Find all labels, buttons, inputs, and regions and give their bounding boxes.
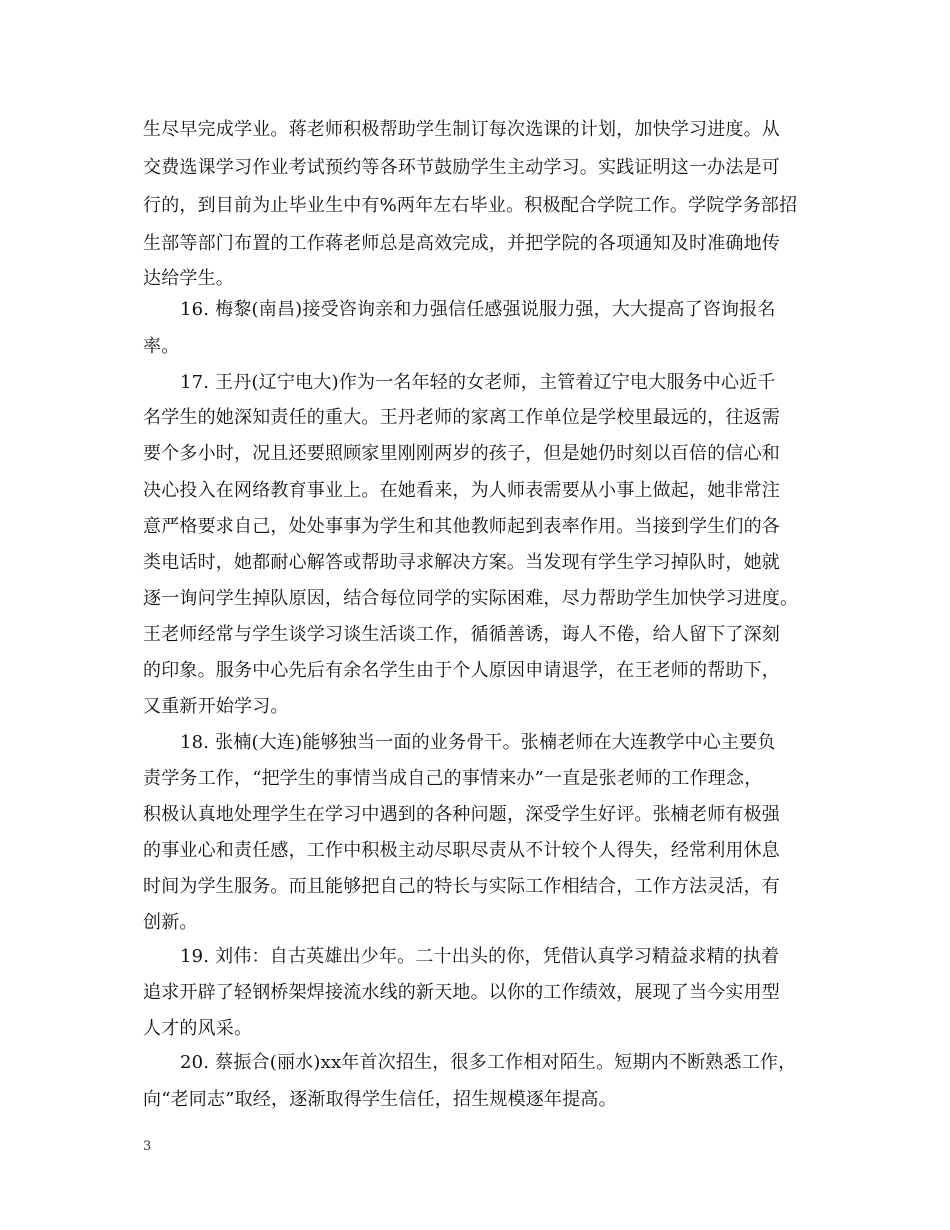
paragraph-line: 行的，到目前为止毕业生中有%两年左右毕业。积极配合学院工作。学院学务部招 [143,195,798,216]
paragraph-line: 创新。 [143,912,198,933]
paragraph-line: 19. 刘伟：自古英雄出少年。二十出头的你，凭借认真学习精益求精的执着 [180,946,780,967]
paragraph-line: 达给学生。 [143,268,234,289]
paragraph-line: 向“老同志”取经，逐渐取得学生信任，招生规模逐年提高。 [143,1089,617,1110]
paragraph-line: 的印象。服务中心先后有余名学生由于个人原因申请退学，在王老师的帮助下， [143,660,780,681]
paragraph-line: 类电话时，她都耐心解答或帮助寻求解决方案。当发现有学生学习掉队时，她就 [143,552,780,573]
paragraph-line: 要个多小时，况且还要照顾家里刚刚两岁的孩子，但是她仍时刻以百倍的信心和 [143,443,780,464]
paragraph-line: 逐一询问学生掉队原因，结合每位同学的实际困难，尽力帮助学生加快学习进度。 [143,588,799,609]
paragraph-line: 又重新开始学习。 [143,696,289,717]
paragraph-line: 18. 张楠(大连)能够独当一面的业务骨干。张楠老师在大连教学中心主要负 [180,732,776,753]
paragraph-line: 积极认真地处理学生在学习中遇到的各种问题，深受学生好评。张楠老师有极强 [143,804,780,825]
paragraph-line: 意严格要求自己，处处事事为学生和其他教师起到表率作用。当接到学生们的各 [143,516,780,537]
paragraph-line: 决心投入在网络教育事业上。在她看来，为人师表需要从小事上做起，她非常注 [143,480,780,501]
paragraph-line: 17. 王丹(辽宁电大)作为一名年轻的女老师，主管着辽宁电大服务中心近千 [180,372,776,393]
paragraph-line: 责学务工作，“把学生的事情当成自己的事情来办”一直是张老师的工作理念， [143,768,763,789]
paragraph-line: 16. 梅黎(南昌)接受咨询亲和力强信任感强说服力强，大大提高了咨询报名 [180,299,776,320]
page-number: 3 [143,1139,152,1154]
paragraph-line: 率。 [143,336,180,357]
paragraph-line: 的事业心和责任感，工作中积极主动尽职尽责从不计较个人得失，经常利用休息 [143,840,780,861]
paragraph-line: 20. 蔡振合(丽水)xx年首次招生，很多工作相对陌生。短期内不断熟悉工作， [180,1052,797,1073]
paragraph-line: 王老师经常与学生谈学习谈生活谈工作，循循善诱，诲人不倦，给人留下了深刻 [143,624,780,645]
paragraph-line: 生部等部门布置的工作蒋老师总是高效完成，并把学院的各项通知及时准确地传 [143,233,780,254]
paragraph-line: 人才的风采。 [143,1018,253,1039]
paragraph-line: 名学生的她深知责任的重大。王丹老师的家离工作单位是学校里最远的，往返需 [143,407,780,428]
paragraph-line: 交费选课学习作业考试预约等各环节鼓励学生主动学习。实践证明这一办法是可 [143,157,780,178]
paragraph-line: 生尽早完成学业。蒋老师积极帮助学生制订每次选课的计划，加快学习进度。从 [143,119,780,140]
paragraph-line: 时间为学生服务。而且能够把自己的特长与实际工作相结合，工作方法灵活，有 [143,876,780,897]
paragraph-line: 追求开辟了轻钢桥架焊接流水线的新天地。以你的工作绩效，展现了当今实用型 [143,982,780,1003]
